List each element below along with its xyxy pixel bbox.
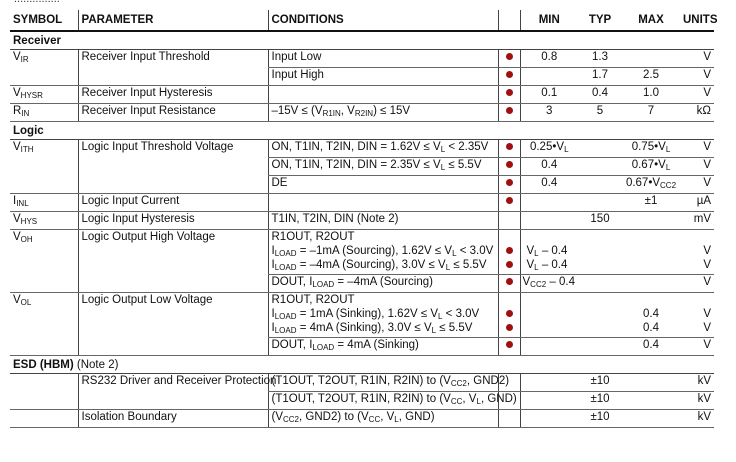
symbol-empty xyxy=(10,374,78,410)
cond-esd-2: (T1OUT, T2OUT, R1IN, R2IN) to ($V_{CC}$, $V_L$, GND) xyxy=(268,392,498,410)
max-value xyxy=(622,230,680,275)
unit-value: V xyxy=(680,158,714,176)
min-value xyxy=(520,410,578,428)
table-row xyxy=(10,86,714,104)
bullet-icon xyxy=(498,68,520,86)
section-receiver xyxy=(10,31,714,50)
bullet-icon xyxy=(506,310,513,317)
max-value: 0.4 xyxy=(622,338,680,356)
section-title: Logic xyxy=(10,122,714,140)
cond-line: $I_{LOAD} = 4mA$ (Sinking), $3.0V \le V_L \le 5.5V$ xyxy=(271,322,473,335)
bullet-cell xyxy=(498,230,520,275)
col-symbol: SYMBOL xyxy=(10,10,78,31)
typ-value: 150 xyxy=(578,212,622,230)
max-value: 0.4 0.4 xyxy=(622,293,680,338)
unit-value: V xyxy=(680,275,714,293)
col-min: MIN xyxy=(520,10,578,31)
cond-vhys: T1IN, T2IN, DIN (Note 2) xyxy=(268,212,498,230)
typ-value xyxy=(578,194,622,212)
cond-voh-dout: DOUT, $I_{LOAD} = -4mA$ (Sourcing) xyxy=(268,275,498,293)
param-rin: Receiver Input Resistance xyxy=(78,104,268,122)
min-value: 0.4 xyxy=(520,158,578,176)
min-value: 0.1 xyxy=(520,86,578,104)
typ-value: 1.7 xyxy=(578,68,622,86)
bullet-empty xyxy=(498,212,520,230)
unit-value: mV xyxy=(680,212,714,230)
bullet-icon xyxy=(506,247,513,254)
min-value xyxy=(520,68,578,86)
header-row xyxy=(10,10,714,31)
section-title: Receiver xyxy=(10,31,714,50)
bullet-icon xyxy=(498,275,520,293)
bullet-icon xyxy=(506,324,513,331)
unit-value: kV xyxy=(680,374,714,392)
max-value xyxy=(622,50,680,68)
table-row xyxy=(10,410,714,428)
max-value: 2.5 xyxy=(622,68,680,86)
table-row xyxy=(10,212,714,230)
typ-value: ±10 xyxy=(578,374,622,392)
bullet-icon xyxy=(498,140,520,158)
bullet-icon xyxy=(506,261,513,268)
unit-value: µA xyxy=(680,194,714,212)
min-value: $0.25•V_L$ xyxy=(520,140,578,158)
unit-value: V xyxy=(680,68,714,86)
param-vir: Receiver Input Threshold xyxy=(78,50,268,86)
typ-value xyxy=(578,230,622,275)
cond-line: R1OUT, R2OUT xyxy=(271,294,355,306)
min-value: 0.8 xyxy=(520,50,578,68)
max-value: $0.67•V_L$ xyxy=(622,158,680,176)
cond-input-high: Input High xyxy=(268,68,498,86)
symbol-vhys: $V_{HYS}$ xyxy=(10,212,78,230)
cond-line: $I_{LOAD} = -4mA$ (Sourcing), $3.0V \le V_L \le 5.5V$ xyxy=(271,259,487,272)
cond-input-low: Input Low xyxy=(268,50,498,68)
min-value xyxy=(520,212,578,230)
param-vith: Logic Input Threshold Voltage xyxy=(78,140,268,194)
symbol-vith: $V_{ITH}$ xyxy=(10,140,78,194)
table-row xyxy=(10,374,714,392)
symbol-iinl: $I_{INL}$ xyxy=(10,194,78,212)
unit-value: V xyxy=(680,140,714,158)
unit-value: V xyxy=(680,50,714,68)
max-value: 1.0 xyxy=(622,86,680,104)
col-units: UNITS xyxy=(680,10,714,31)
cond-empty xyxy=(268,86,498,104)
typ-value: ±10 xyxy=(578,410,622,428)
unit-value: kΩ xyxy=(680,104,714,122)
min-value xyxy=(520,392,578,410)
param-iinl: Logic Input Current xyxy=(78,194,268,212)
max-value: $0.75•V_L$ xyxy=(622,140,680,158)
typ-value xyxy=(578,338,622,356)
bullet-cell xyxy=(498,293,520,338)
unit-value: V V xyxy=(680,230,714,275)
param-vol: Logic Output Low Voltage xyxy=(78,293,268,356)
symbol-empty xyxy=(10,410,78,428)
unit-value: V xyxy=(680,338,714,356)
max-value xyxy=(622,275,680,293)
col-max: MAX xyxy=(622,10,680,31)
param-esd-rs232: RS232 Driver and Receiver Protection xyxy=(78,374,268,410)
typ-value: ±10 xyxy=(578,392,622,410)
table-row xyxy=(10,50,714,68)
unit-value: V xyxy=(680,176,714,194)
unit-value: kV xyxy=(680,410,714,428)
typ-value: 1.3 xyxy=(578,50,622,68)
unit-value: V V xyxy=(680,293,714,338)
table-row xyxy=(10,140,714,158)
bullet-icon xyxy=(498,176,520,194)
min-value: $V_{CC2} - 0.4$ xyxy=(520,275,578,293)
bullet-icon xyxy=(498,104,520,122)
bullet-icon xyxy=(498,338,520,356)
cut-off-text xyxy=(14,0,60,5)
symbol-vhysr: $V_{HYSR}$ xyxy=(10,86,78,104)
param-vhys: Logic Input Hysteresis xyxy=(78,212,268,230)
typ-value xyxy=(578,293,622,338)
spec-table xyxy=(10,10,718,428)
typ-value xyxy=(578,140,622,158)
section-title: ESD (HBM) (Note 2) xyxy=(10,356,714,374)
section-logic xyxy=(10,122,714,140)
param-esd-isolation: Isolation Boundary xyxy=(78,410,268,428)
table-row xyxy=(10,293,714,338)
param-vhysr: Receiver Input Hysteresis xyxy=(78,86,268,104)
cond-voh-receiver xyxy=(268,230,498,275)
bullet-icon xyxy=(498,158,520,176)
param-voh: Logic Output High Voltage xyxy=(78,230,268,293)
col-typ: TYP xyxy=(578,10,622,31)
cond-vith-2: ON, T1IN, T2IN, DIN = $2.35V \le V_L \le 5.5V$ xyxy=(268,158,498,176)
col-conditions: CONDITIONS xyxy=(268,10,498,31)
cond-vith-3: DE xyxy=(268,176,498,194)
bullet-icon xyxy=(498,86,520,104)
table-row xyxy=(10,230,714,275)
min-value: 3 xyxy=(520,104,578,122)
bullet-icon xyxy=(498,50,520,68)
cond-vol-receiver xyxy=(268,293,498,338)
typ-value xyxy=(578,158,622,176)
col-dot xyxy=(498,10,520,31)
symbol-rin: $R_{IN}$ xyxy=(10,104,78,122)
cond-esd-3: ($V_{CC2}$, GND2) to ($V_{CC}$, $V_L$, GND) xyxy=(268,410,498,428)
section-esd xyxy=(10,356,714,374)
min-value: $V_L - 0.4$ $V_L - 0.4$ xyxy=(520,230,578,275)
min-value: 0.4 xyxy=(520,176,578,194)
symbol-vir: $V_{IR}$ xyxy=(10,50,78,86)
cond-line: R1OUT, R2OUT xyxy=(271,231,355,243)
cond-rin: $-15V \le (V_{R1IN}$, $V_{R2IN}) \le 15V$ xyxy=(268,104,498,122)
cond-line: $I_{LOAD} = 1mA$ (Sinking), $1.62V \le V_L < 3.0V$ xyxy=(271,308,480,321)
max-value: 7 xyxy=(622,104,680,122)
max-value xyxy=(622,392,680,410)
unit-value: V xyxy=(680,86,714,104)
typ-value xyxy=(578,176,622,194)
max-value: $0.67•V_{CC2}$ xyxy=(622,176,680,194)
min-value xyxy=(520,374,578,392)
col-parameter: PARAMETER xyxy=(78,10,268,31)
max-value xyxy=(622,374,680,392)
typ-value: 5 xyxy=(578,104,622,122)
max-value xyxy=(622,410,680,428)
max-value xyxy=(622,212,680,230)
min-value xyxy=(520,293,578,338)
cond-line: $I_{LOAD} = -1mA$ (Sourcing), $1.62V \le V_L < 3.0V$ xyxy=(271,245,494,258)
min-value xyxy=(520,194,578,212)
table-row xyxy=(10,194,714,212)
typ-value: 0.4 xyxy=(578,86,622,104)
cond-esd-1: (T1OUT, T2OUT, R1IN, R2IN) to ($V_{CC2}$, GND2) xyxy=(268,374,498,392)
table-row xyxy=(10,104,714,122)
cond-vol-dout: DOUT, $I_{LOAD} = 4mA$ (Sinking) xyxy=(268,338,498,356)
bullet-icon xyxy=(498,194,520,212)
typ-value xyxy=(578,275,622,293)
bullet-empty xyxy=(498,410,520,428)
unit-value: kV xyxy=(680,392,714,410)
symbol-voh: $V_{OH}$ xyxy=(10,230,78,293)
min-value xyxy=(520,338,578,356)
symbol-vol: $V_{OL}$ xyxy=(10,293,78,356)
cond-vith-1: ON, T1IN, T2IN, DIN = $1.62V \le V_L < 2.35V$ xyxy=(268,140,498,158)
max-value: ±1 xyxy=(622,194,680,212)
cond-empty xyxy=(268,194,498,212)
